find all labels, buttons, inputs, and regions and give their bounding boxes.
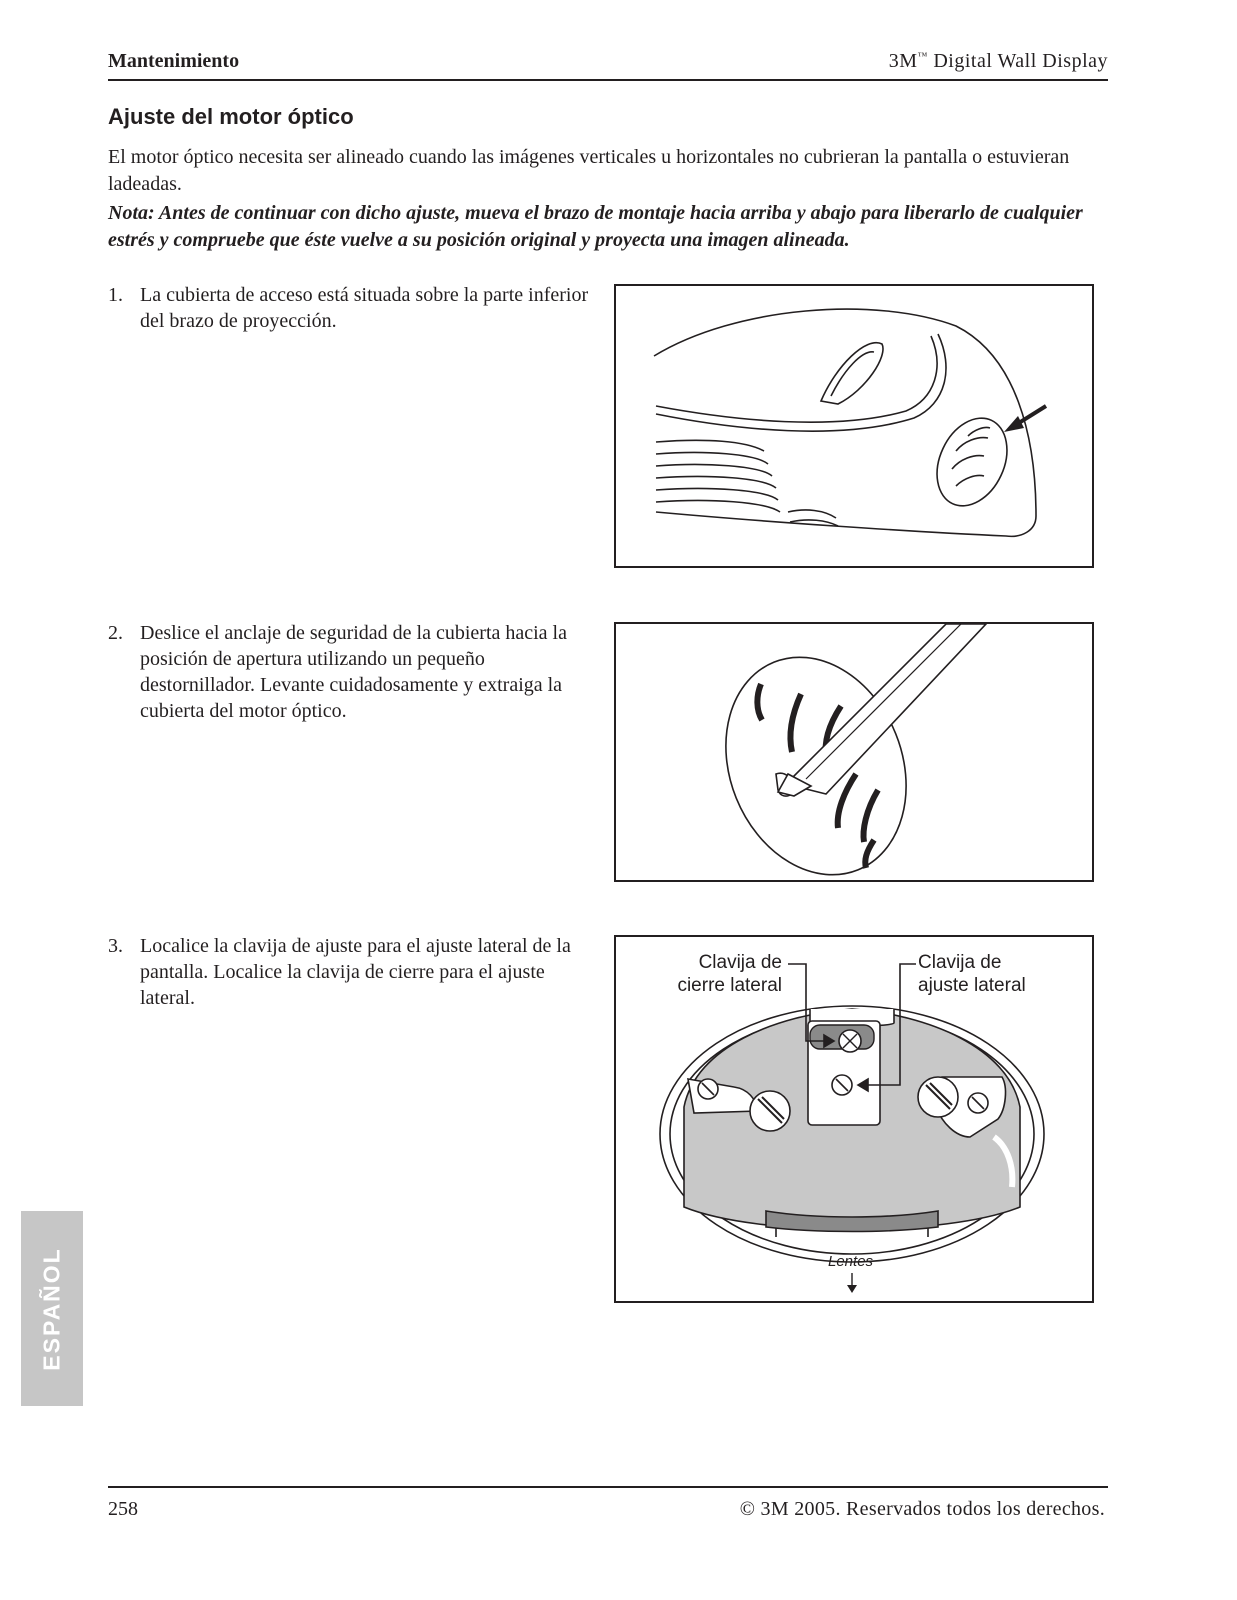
- header-rule: [108, 79, 1108, 81]
- step-text: Deslice el anclaje de seguridad de la cubierta hacia la posición de apertura utilizando un pequeño destornillador. Levante cuidadosamente y extraiga la cubierta del motor óptico.: [140, 622, 567, 722]
- projector-arm-illustration: [616, 286, 1092, 566]
- footer-rule: [108, 1486, 1108, 1488]
- arrow-icon: [1004, 406, 1046, 432]
- page-title: Ajuste del motor óptico: [108, 104, 354, 129]
- screwdriver-icon: [778, 624, 986, 796]
- step-1: [108, 282, 598, 334]
- step-text: La cubierta de acceso está situada sobre la parte inferior del brazo de proyección.: [140, 284, 589, 332]
- lens-arrow-icon: [847, 1273, 857, 1293]
- intro-paragraph: El motor óptico necesita ser alineado cuando las imágenes verticales u horizontales no cubrieran la pantalla o estuvieran ladeadas.: [108, 146, 1070, 195]
- language-label: ESPAÑOL: [38, 1246, 65, 1371]
- step-3: [108, 933, 598, 1011]
- copyright-notice: © 3M 2005. Reservados todos los derechos.: [739, 1498, 1105, 1520]
- lens-label: Lentes: [828, 1253, 874, 1270]
- step-2: [108, 620, 598, 724]
- step-number: 1.: [108, 284, 123, 306]
- header-product-name: [889, 50, 1108, 73]
- language-side-tab: [21, 1211, 83, 1406]
- callout-adjustment-pin: Clavija de ajuste lateral: [918, 952, 1026, 996]
- cover-removal-illustration: [616, 624, 1092, 880]
- figure-adjustment-pins: [614, 935, 1094, 1303]
- step-text: Localice la clavija de ajuste para el ajuste lateral de la pantalla. Localice la clavija de cierre para el ajuste lateral.: [140, 935, 571, 1009]
- figure-access-cover: [614, 284, 1094, 568]
- step-number: 3.: [108, 935, 123, 957]
- callout-locking-pin: Clavija de cierre lateral: [677, 952, 782, 996]
- header-section-title: Mantenimiento: [108, 50, 240, 72]
- figure-remove-cover: [614, 622, 1094, 882]
- adjustment-plate: [808, 1021, 880, 1125]
- product-name: Digital Wall Display: [927, 50, 1108, 72]
- page-number: 258: [108, 1498, 138, 1520]
- product-prefix: 3M: [888, 50, 918, 72]
- trademark-symbol: ™: [917, 51, 928, 62]
- step-number: 2.: [108, 622, 123, 644]
- note-paragraph: Nota: Antes de continuar con dicho ajuste, mueva el brazo de montaje hacia arriba y abajo para liberarlo de cualquier estrés y compruebe que éste vuelve a su posición original y proyecta una imagen alineada.: [108, 202, 1083, 251]
